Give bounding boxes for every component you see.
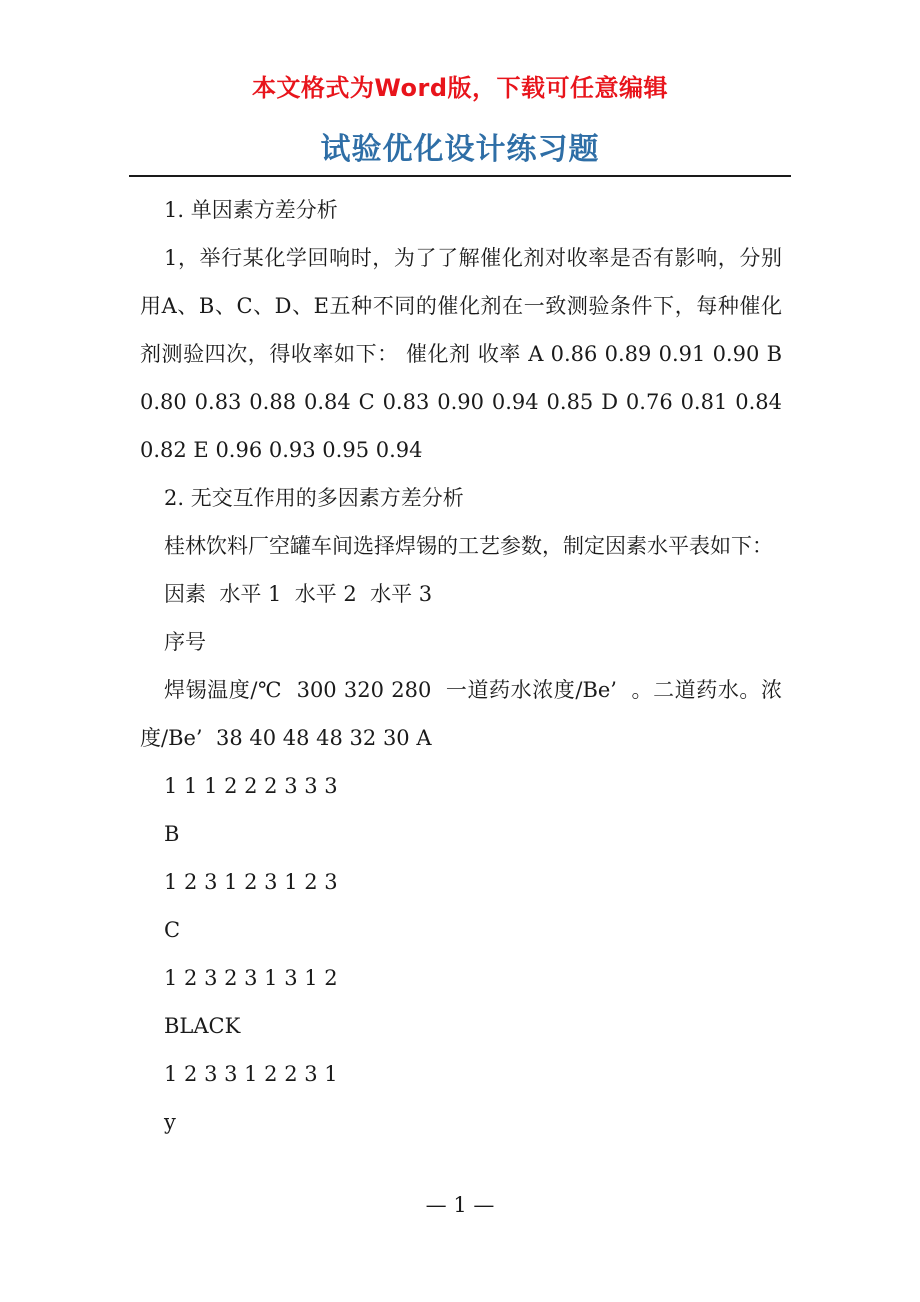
column-y-label: y xyxy=(164,1110,176,1134)
page-number: — 1 — xyxy=(425,1193,495,1217)
column-b-values: 1 2 3 1 2 3 1 2 3 xyxy=(164,870,338,894)
document-body xyxy=(140,186,782,1146)
section-heading-1: 1. 单因素方差分析 xyxy=(164,198,338,222)
format-banner: 本文格式为Word版，下载可任意编辑 xyxy=(251,74,669,102)
column-a-values: 1 1 1 2 2 2 3 3 3 xyxy=(164,774,338,798)
section-heading-2: 2. 无交互作用的多因素方差分析 xyxy=(164,486,464,510)
problem-1-text: 1，举行某化学回响时，为了了解催化剂对收率是否有影响，分别用A、B、C、D、E五种不同的催化剂在一致测验条件下，每种催化剂测验四次，得收率如下： 催化剂 收率 A 0.86 0.89 0.91 0.90 B 0.80 0.83 0.88 0.84 C 0.83 0.90 0.94 0.85 D 0.76 0.81 0.84 0.82 E 0.96 0.93 0.95 0.94 xyxy=(140,246,782,462)
header-divider xyxy=(129,175,791,177)
column-c-label: C xyxy=(164,918,181,942)
serial-number-label: 序号 xyxy=(164,630,206,654)
problem-2-text: 桂林饮料厂空罐车间选择焊锡的工艺参数，制定因素水平表如下： xyxy=(164,534,773,558)
column-c-values: 1 2 3 2 3 1 3 1 2 xyxy=(164,966,338,990)
factor-level-header: 因素 水平 1 水平 2 水平 3 xyxy=(164,582,433,606)
document-title: 试验优化设计练习题 xyxy=(320,132,600,167)
column-blank-label: BLACK xyxy=(164,1014,241,1038)
column-b-label: B xyxy=(164,822,180,846)
factor-values-line: 焊锡温度/℃ 300 320 280 一道药水浓度/Be’ 。二道药水。浓度/Be’ 38 40 48 48 32 30 A xyxy=(140,678,782,750)
column-blank-values: 1 2 3 3 1 2 2 3 1 xyxy=(164,1062,338,1086)
